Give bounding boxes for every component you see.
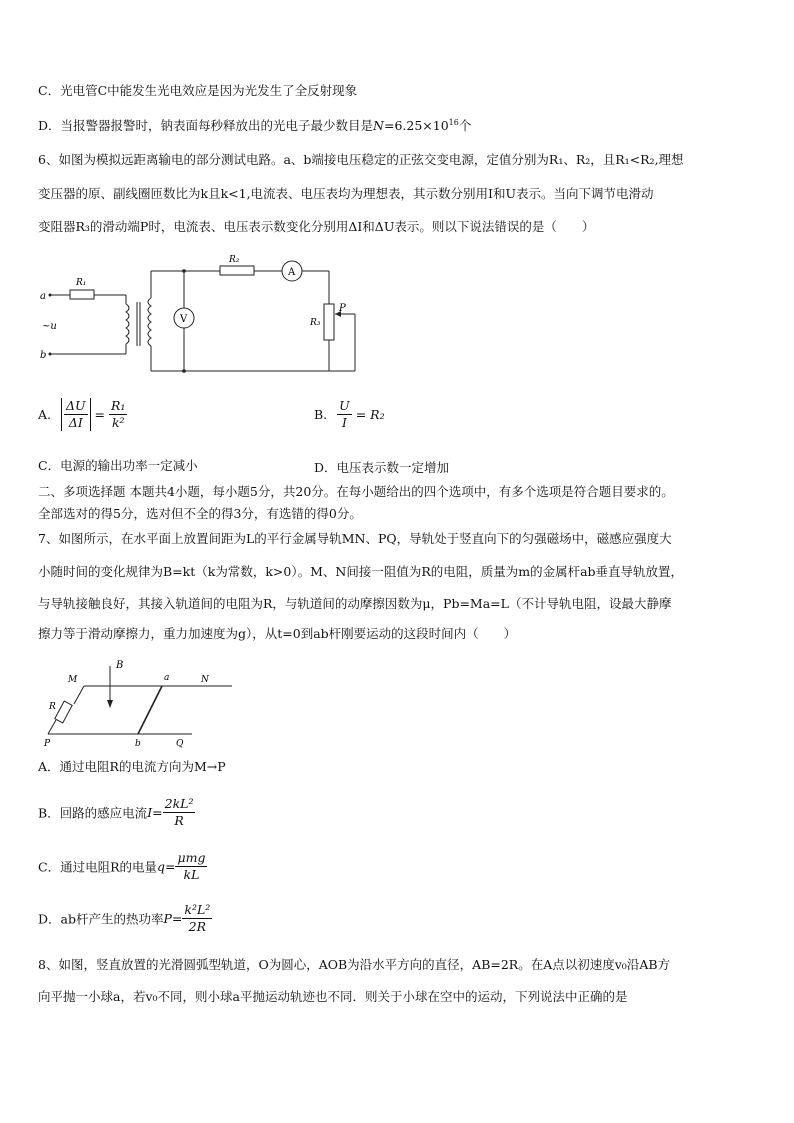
q5-option-d: [38, 115, 471, 134]
q7-line-3: 与导轨接触良好，其接入轨道间的电阻为R，与轨道间的动摩擦因数为μ，Pb=Ma=L（不计导轨电阻，设最大静摩: [38, 596, 672, 611]
q6-option-c: C．电源的输出功率一定减小: [38, 458, 198, 473]
q6-a-rhs-den: k²: [111, 415, 125, 430]
q7-d-eq: =: [171, 911, 183, 926]
q6-line-2: 变压器的原、副线圈匝数比为k且k<1,电流表、电压表均为理想表，其示数分别用I和U表示。当向下调节电滑动: [38, 186, 654, 201]
q5-d-exponent: 16: [448, 118, 459, 127]
q6-fig-b: b: [40, 350, 47, 361]
q7-fig-b-field: B: [116, 660, 124, 671]
q6-fig-p: P: [339, 303, 346, 314]
q7-b-den: R: [174, 813, 184, 828]
q7-c-lhs: q: [156, 859, 165, 874]
q5-d-value: =6.25×10: [383, 118, 449, 134]
q8-line-1: 8、如图，竖直放置的光滑圆弧型轨道，O为圆心，AOB为沿水平方向的直径，AB=2R。在A点以初速度v₀沿AB方: [38, 957, 671, 972]
q7-fig-m: M: [68, 675, 78, 685]
q7-fig-r: R: [49, 702, 56, 712]
q7-d-den: 2R: [188, 919, 207, 934]
q6-a-label: A.: [38, 407, 52, 422]
q5-option-c: C．光电管C中能发生光电效应是因为光发生了全反射现象: [38, 83, 358, 98]
q7-fig-n: N: [201, 675, 209, 685]
q7-d-prefix: D．ab杆产生的热功率: [38, 911, 164, 927]
q7-line-4: 擦力等于滑动摩擦力，重力加速度为g），从t=0到ab杆刚要运动的这段时间内（ ）: [38, 626, 517, 641]
q7-b-num: 2kL²: [164, 796, 194, 811]
q7-option-a: A．通过电阻R的电流方向为M→P: [38, 759, 226, 774]
q6-b-label: B.: [314, 407, 328, 422]
q7-fig-b-point: b: [135, 739, 141, 749]
q6-fig-ammeter: A: [288, 267, 296, 278]
q6-b-rhs: R₂: [370, 407, 385, 422]
q6-line-1: 6、如图为模拟远距离输电的部分测试电路。a、b端接电压稳定的正弦交变电源，定值分别为R₁、R₂，且R₁<R₂,理想: [38, 152, 684, 167]
section2-line-2: 全部选对的得5分，选对但不全的得3分，有选错的得0分。: [38, 506, 362, 521]
q6-option-d: D．电压表示数一定增加: [314, 460, 450, 475]
q6-b-lhs-num: U: [339, 398, 350, 413]
q7-option-c: [38, 850, 207, 883]
q7-c-den: kL: [183, 867, 200, 882]
q8-line-2: 向平抛一小球a，若v₀不同，则小球a平抛运动轨迹也不同．则关于小球在空中的运动，下列说法中正确的是: [38, 989, 628, 1004]
q5-d-suffix: 个: [458, 118, 472, 134]
q7-option-d: [38, 902, 212, 935]
q7-line-2: 小随时间的变化规律为B=kt（k为常数，k>0）。M、N间接一阻值为R的电阻，质量为m的金属杆ab垂直导轨放置，: [38, 564, 684, 579]
q7-c-prefix: C．通过电阻R的电量: [38, 859, 157, 875]
q6-circuit-diagram: [36, 246, 376, 378]
q7-b-prefix: B．回路的感应电流: [38, 805, 148, 821]
q6-fig-r1: R₁: [76, 278, 87, 288]
q6-a-lhs-num: ΔU: [66, 398, 86, 413]
q6-fig-r2: R₂: [229, 255, 240, 265]
q6-b-lhs-den: I: [341, 415, 347, 430]
q7-b-lhs: I: [147, 805, 153, 820]
q7-fig-a: a: [164, 673, 170, 683]
q6-b-eq: =: [355, 407, 367, 422]
q7-fig-p: P: [44, 739, 51, 749]
q6-a-rhs-num: R₁: [111, 398, 126, 413]
q7-b-eq: =: [152, 805, 163, 820]
q6-option-a: [38, 398, 127, 431]
q7-d-num: k²L²: [184, 902, 211, 917]
q7-line-1: 7、如图所示，在水平面上放置间距为L的平行金属导轨MN、PQ，导轨处于竖直向下的匀强磁场中，磁感应强度大: [38, 531, 672, 546]
q5-d-n: N: [373, 118, 384, 134]
q7-rail-diagram: [36, 654, 236, 752]
q6-fig-a: a: [40, 291, 46, 302]
q6-fig-voltmeter: V: [180, 314, 188, 325]
q7-c-eq: =: [165, 859, 176, 874]
q7-c-num: μmg: [177, 850, 206, 865]
section2-line-1: 二、多项选择题 本题共4小题，每小题5分，共20分。在每小题给出的四个选项中，有多个选项是符合题目要求的。: [38, 484, 674, 499]
q6-line-3: 变阻器R₃的滑动端P时，电流表、电压表示数变化分别用ΔI和ΔU表示。则以下说法错误的是（ ）: [38, 219, 595, 234]
q7-fig-q: Q: [176, 739, 184, 749]
q5-d-prefix: D．当报警器报警时，钠表面每秒释放出的光电子最少数目是: [38, 118, 374, 134]
q6-a-lhs-den: ΔI: [68, 415, 83, 430]
q6-option-b: [314, 398, 385, 431]
q7-d-lhs: P: [163, 911, 172, 926]
q6-fig-r3: R₃: [310, 318, 321, 328]
q6-a-eq: =: [94, 407, 106, 422]
q7-option-b: [38, 796, 195, 829]
q6-fig-u: ~u: [42, 321, 57, 332]
